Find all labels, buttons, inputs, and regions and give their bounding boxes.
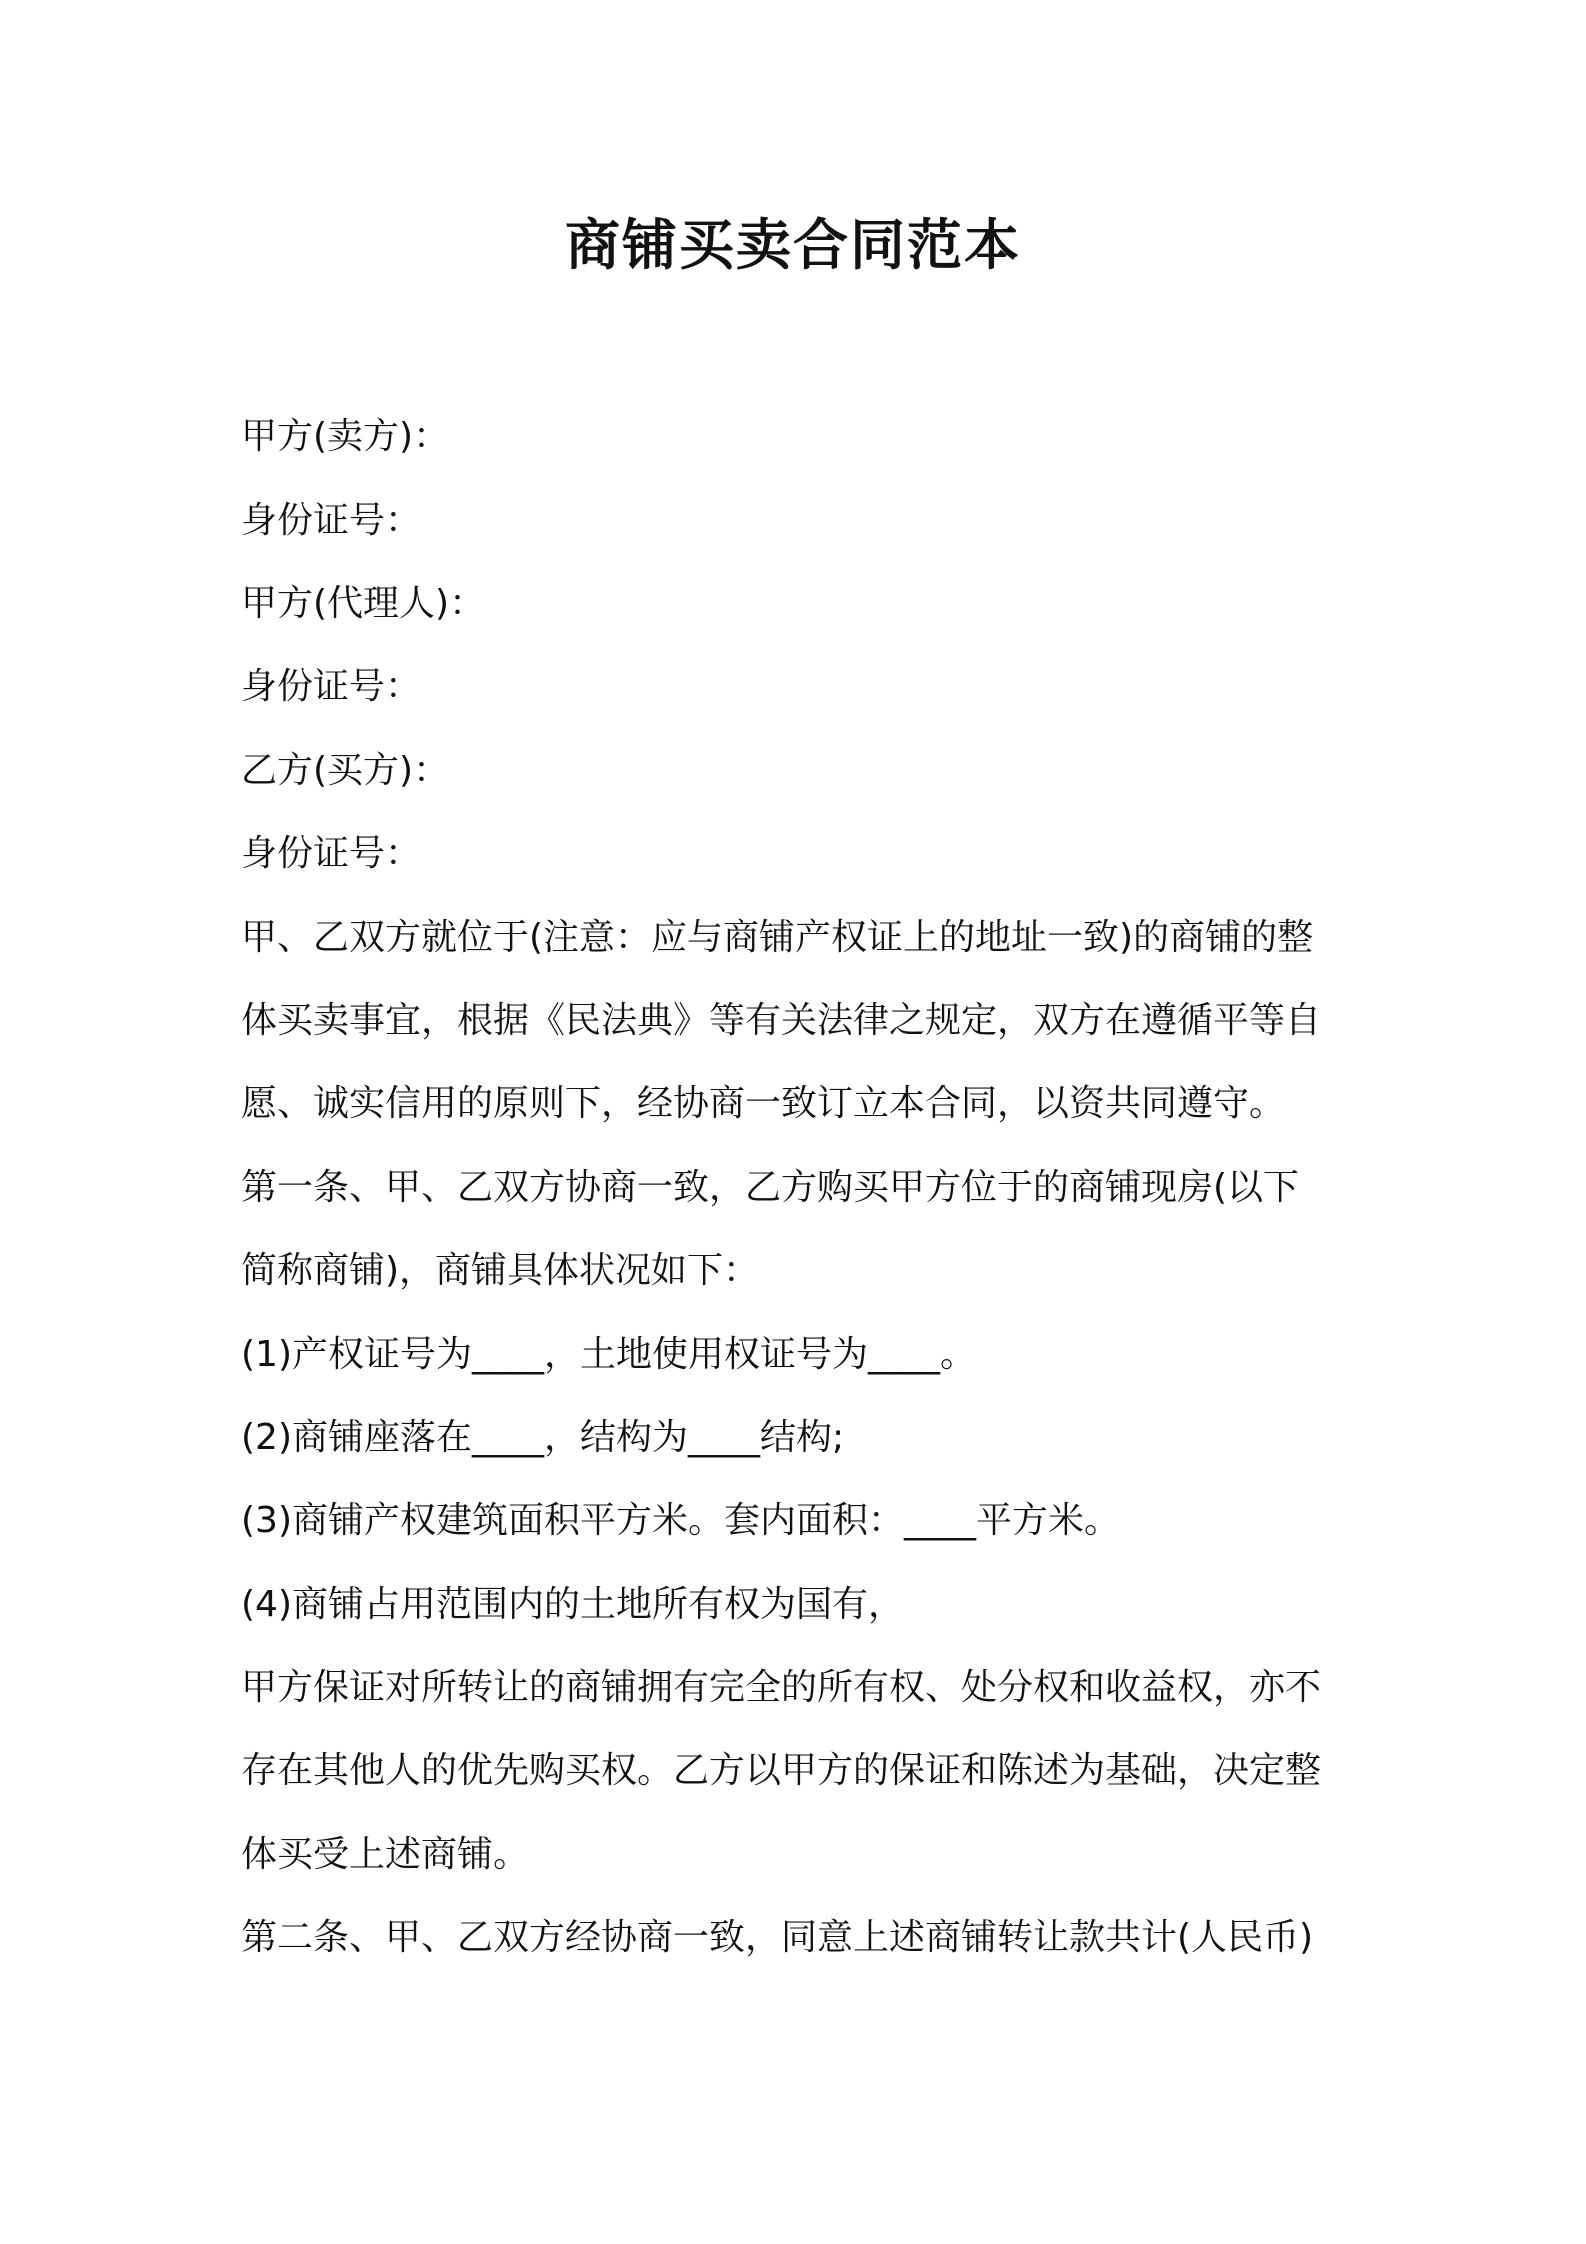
buyer-label: 乙方(买方)：	[241, 750, 450, 791]
article-one-line: 第一条、甲、乙双方协商一致，乙方购买甲方位于的商铺现房(以下	[241, 1167, 1300, 1208]
page-title: 商铺买卖合同范本	[564, 213, 1021, 277]
preamble-line: 愿、诚实信用的原则下，经协商一致订立本合同，以资共同遵守。	[241, 1083, 1286, 1124]
guarantee-line: 甲方保证对所转让的商铺拥有完全的所有权、处分权和收益权，亦不	[241, 1667, 1322, 1708]
buyer-id-label: 身份证号：	[241, 833, 422, 874]
preamble-line: 体买卖事宜，根据《民法典》等有关法律之规定，双方在遵循平等自	[241, 1000, 1322, 1041]
clause-item-3: (3)商铺产权建筑面积平方米。套内面积：____平方米。	[241, 1500, 1120, 1541]
agent-id-label: 身份证号：	[241, 666, 422, 707]
clause-item-2: (2)商铺座落在____，结构为____结构;	[241, 1417, 845, 1458]
clause-item-4: (4)商铺占用范围内的土地所有权为国有，	[241, 1584, 904, 1625]
preamble-line: 甲、乙双方就位于(注意：应与商铺产权证上的地址一致)的商铺的整	[241, 917, 1314, 958]
guarantee-line: 体买受上述商铺。	[241, 1834, 530, 1875]
article-one-line: 简称商铺)，商铺具体状况如下：	[241, 1250, 760, 1291]
seller-id-label: 身份证号：	[241, 500, 422, 541]
clause-item-1: (1)产权证号为____，土地使用权证号为____。	[241, 1334, 976, 1375]
article-two-line: 第二条、甲、乙双方经协商一致，同意上述商铺转让款共计(人民币)	[241, 1917, 1314, 1958]
agent-label: 甲方(代理人)：	[241, 583, 486, 624]
seller-label: 甲方(卖方)：	[241, 416, 450, 457]
guarantee-line: 存在其他人的优先购买权。乙方以甲方的保证和陈述为基础，决定整	[241, 1750, 1322, 1791]
